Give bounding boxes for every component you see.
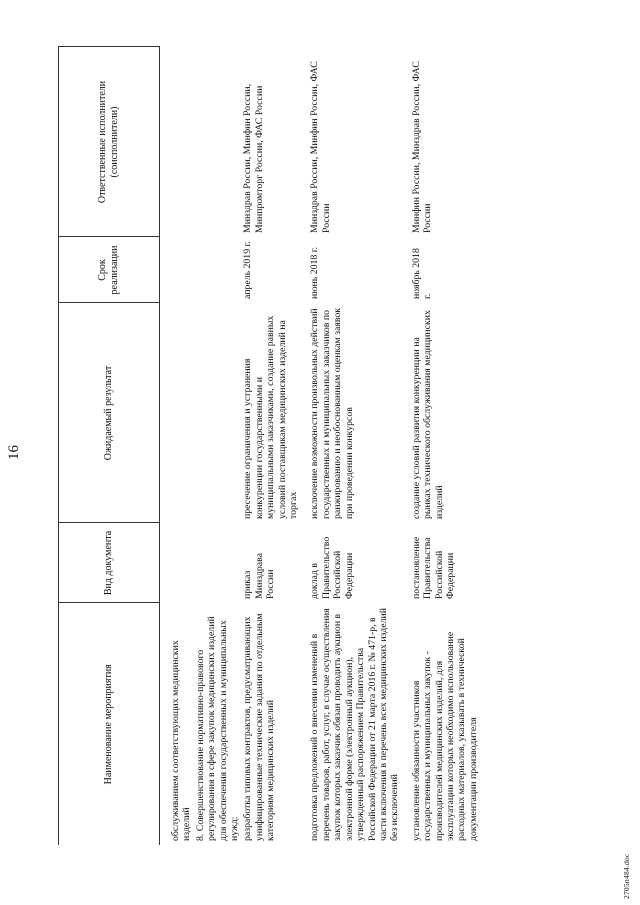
measure-name: подготовка предложений о внесении изменений в перечень товаров, работ, услуг, в случае осуществления закупок которых заказчик обязан проводить аукцион в электронной форме (электронный аукцион), утвержденный распоряжением Правительства Российской Федерации от 21 марта 2016 г. № 471-р, в части включения в перечень всех медицинских изделий без исключений [309, 608, 401, 841]
table-row [240, 47, 299, 845]
document-type: постановление Правительства Российской Федерации [410, 536, 456, 599]
deadline: апрель 2019 г. [242, 241, 254, 299]
page-number: 16 [6, 445, 22, 460]
header-doc-type: Вид документа [59, 523, 160, 603]
table-row [160, 47, 241, 845]
continuation-text: обслуживанием соответствующих медицинских изделий [170, 640, 193, 841]
header-result: Ожидаемый результат [59, 303, 160, 523]
header-executors: Ответственные исполнители (соисполнители) [59, 47, 160, 237]
document-type: приказ Минздрава России [242, 553, 277, 599]
table-row [401, 47, 479, 845]
deadline: июнь 2018 г. [309, 246, 321, 299]
section-8-heading: 8. Совершенствование нормативно-правового регулирования в сфере закупок медицинских изделий для обеспечения государственных и муниципальных нужд: [194, 616, 241, 841]
header-deadline: Срок реализации [59, 237, 160, 303]
executors: Минфин России, Минздрав России, ФАС России [410, 61, 434, 233]
expected-result: создание условий развития конкуренции на рынках технического обслуживания медицинских изделий [410, 310, 445, 519]
executors: Минздрав России, Минфин России, Минпромторг России, ФАС России [242, 83, 265, 233]
deadline: ноябрь 2018 г. [410, 248, 434, 299]
document-footer: 2705п484.doc [622, 853, 631, 899]
expected-result: пресечение ограничения и устранения конкуренции государственными и муниципальными заказчиками, создание равных условий поставщикам медицинских изделий на торгах [242, 315, 300, 519]
measures-table [58, 47, 479, 846]
table-row [299, 47, 400, 845]
header-name: Наименование мероприятия [59, 603, 160, 845]
measure-name: разработка типовых контрактов, предусматривающих унифицированные технические задания по отдельным категориям медицинских изделий [242, 613, 277, 841]
measure-name: установление обязанности участников государственных и муниципальных закупок - производителей медицинских изделий, для эксплуатации которых необходимо использование расходных материалов, указывать в технической документации производителя [410, 631, 479, 841]
table-header-row [59, 47, 160, 845]
document-type: доклад в Правительство Российской Федерации [309, 536, 355, 599]
expected-result: исключение возможности произвольных действий государственных и муниципальных заказчиков по ранжированию и необоснованным оценкам заявок при проведении конкурсов [309, 307, 355, 519]
executors: Минздрав России, Минфин России, ФАС России [309, 61, 332, 233]
